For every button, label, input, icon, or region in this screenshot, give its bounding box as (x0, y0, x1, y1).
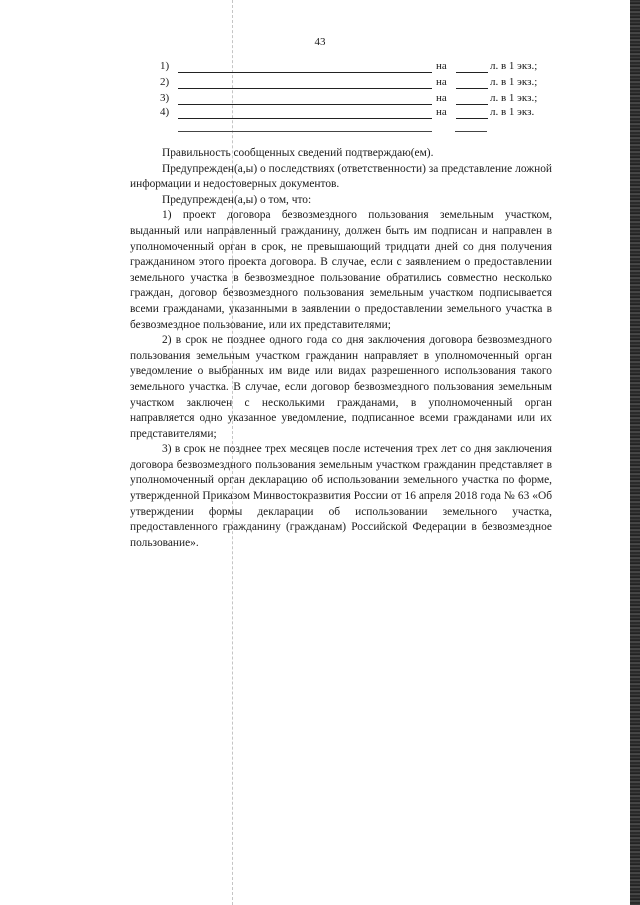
attachment-pages-blank (456, 104, 488, 105)
attachment-name-blank (178, 118, 432, 119)
point-1-paragraph: 1) проект договора безвозмездного пользования земельным участком, выданный или направленный гражданину, должен быть им подписан и направлен в уполномоченный орган в срок, не превышающий тридцати дней со дня получения гражданином этого проекта договора. В случае, если с заявлением о предоставлении земельного участка в безвозмездное пользование обратились совместно несколько граждан, договор безвозмездного пользования земельным участком подписывается всеми гражданами, указанными в заявлении о предоставлении земельного участка в безвозмездное пользование, или их представителями; (130, 209, 552, 331)
attachment-item-number: 3) (160, 92, 170, 104)
attachment-pages-blank (456, 72, 488, 73)
scan-edge-artifact (630, 0, 640, 905)
extra-item-blank (178, 131, 432, 132)
attachment-name-blank (178, 104, 432, 105)
page-number: 43 (314, 36, 326, 48)
attachment-item-number: 2) (160, 76, 170, 88)
point-2-paragraph: 2) в срок не позднее одного года со дня заключения договора безвозмездного пользования земельным участком гражданин направляет в уполномоченный орган уведомление о выбранных им виде или видах разрешенного использования такого земельного участка. В случае, если договор безвозмездного пользования земельным участком заключен с несколькими гражданами, в уполномоченный орган направляется одно указанное уведомление, подписанное всеми гражданами или их представителями; (130, 334, 552, 440)
attachment-item (160, 76, 560, 92)
point-3-paragraph: 3) в срок не позднее трех месяцев после истечения трех лет со дня заключения договора безвозмездного пользования земельным участком гражданин представляет в уполномоченный орган декларацию об использовании земельного участка по форме, утвержденной Приказом Минвостокразвития России от 16 апреля 2018 года № 63 «Об утверждении формы декларации об использовании земельного участка, предоставленного гражданину (гражданам) Российской Федерации в безвозмездное пользование». (130, 443, 552, 549)
confirmation-paragraph: Правильность сообщенных сведений подтверждаю(ем). (162, 147, 434, 159)
attachment-on-label: на (436, 60, 447, 72)
attachment-on-label: на (436, 106, 447, 118)
attachment-item-number: 4) (160, 106, 170, 118)
attachment-on-label: на (436, 76, 447, 88)
attachment-name-blank (178, 88, 432, 89)
attachment-pages-blank (456, 118, 488, 119)
warning-intro-paragraph: Предупрежден(а,ы) о том, что: (162, 193, 312, 206)
extra-pages-blank (455, 131, 487, 132)
attachment-copies-label: л. в 1 экз.; (490, 92, 538, 104)
attachment-copies-label: л. в 1 экз. (490, 106, 535, 118)
attachment-pages-blank (456, 88, 488, 89)
attachment-copies-label: л. в 1 экз.; (490, 60, 538, 72)
document-body (130, 146, 552, 551)
consequences-warning-paragraph: Предупрежден(а,ы) о последствиях (ответственности) за представление ложной информации и недостоверных документов. (130, 162, 552, 191)
attachment-copies-label: л. в 1 экз.; (490, 76, 538, 88)
attachment-name-blank (178, 72, 432, 73)
attachment-item (160, 60, 560, 76)
attachment-item-number: 1) (160, 60, 170, 72)
attachment-on-label: на (436, 92, 447, 104)
attachment-item (160, 106, 560, 122)
